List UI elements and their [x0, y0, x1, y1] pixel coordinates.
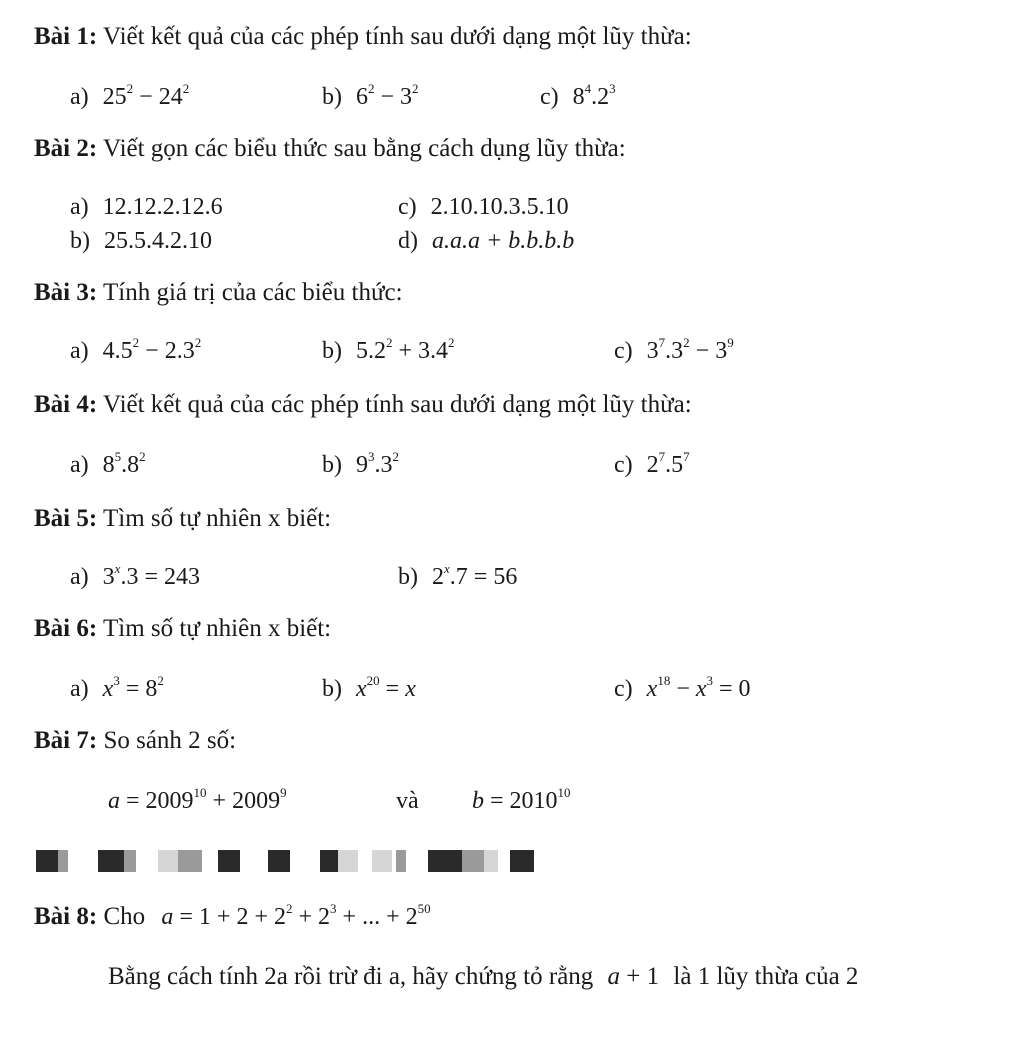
redacted-line — [36, 850, 556, 872]
exercise-text: Tìm số tự nhiên x biết: — [103, 615, 332, 642]
math-expression: $x^{20} = x$ — [356, 673, 416, 702]
exercise-8-heading — [34, 902, 431, 932]
math-expression: $2^7.5^7$ — [646, 449, 690, 478]
exercise-label: Bài 2: — [34, 135, 98, 162]
exercise-text: Viết kết quả của các phép tính sau dưới dạng một lũy thừa: — [103, 391, 692, 418]
exercise-text: Cho — [103, 903, 146, 930]
math-expression: $8^4.2^3$ — [572, 81, 616, 110]
math-expression: $2^x.7 = 56$ — [432, 561, 518, 590]
exercise-3-item-c: c) $3^7.3^2 - 3^9$ — [614, 335, 734, 364]
exercise-label: Bài 6: — [34, 615, 98, 642]
exercise-text: Tìm số tự nhiên x biết: — [103, 505, 332, 532]
exercise-5-item-b: b) $2^x.7 = 56$ — [398, 561, 518, 590]
exercise-text: Viết gọn các biểu thức sau bằng cách dụng lũy thừa: — [103, 135, 626, 162]
math-expression: $4.5^2 - 2.3^2$ — [102, 335, 202, 364]
exercise-text: Viết kết quả của các phép tính sau dưới dạng một lũy thừa: — [103, 23, 692, 50]
math-expression: 25.5.4.2.10 — [104, 228, 212, 254]
exercise-6-item-b: b) $x^{20} = x$ — [322, 673, 416, 702]
math-expression: $25^2 - 24^2$ — [102, 81, 190, 110]
exercise-2-item-a: a) 12.12.2.12.6 — [70, 194, 223, 220]
math-expression: 2.10.10.3.5.10 — [430, 194, 569, 220]
math-expression: 12.12.2.12.6 — [102, 194, 223, 220]
math-expression: a + 1 — [607, 963, 660, 990]
exercise-7-expression-b: $b = 2010^{10}$ — [472, 785, 571, 814]
exercise-1-item-a: a) $25^2 - 24^2$ — [70, 81, 190, 110]
math-expression: $8^5.8^2$ — [102, 449, 146, 478]
exercise-4-item-b: b) $9^3.3^2$ — [322, 449, 399, 478]
math-expression: $9^3.3^2$ — [356, 449, 399, 478]
exercise-7-and: và — [396, 788, 419, 814]
exercise-label: Bài 5: — [34, 505, 98, 532]
exercise-4-heading — [34, 390, 692, 420]
instruction-text: Bằng cách tính 2a rồi trừ đi a, hãy chứng tỏ rằng — [108, 963, 594, 990]
exercise-5-item-a: a) $3^x.3 = 243$ — [70, 561, 200, 590]
exercise-2-item-b: b) 25.5.4.2.10 — [70, 228, 212, 254]
exercise-3-item-b: b) $5.2^2 + 3.4^2$ — [322, 335, 455, 364]
math-expression: $5.2^2 + 3.4^2$ — [356, 335, 455, 364]
exercise-label: Bài 8: — [34, 903, 98, 930]
exercise-2-item-c: c) 2.10.10.3.5.10 — [398, 194, 569, 220]
exercise-8-instruction — [108, 962, 858, 992]
exercise-1-item-b: b) $6^2 - 3^2$ — [322, 81, 419, 110]
exercise-6-heading — [34, 614, 331, 644]
exercise-4-item-a: a) $8^5.8^2$ — [70, 449, 146, 478]
exercise-text: So sánh 2 số: — [103, 727, 237, 754]
exercise-label: Bài 4: — [34, 391, 98, 418]
exercise-3-heading — [34, 278, 403, 308]
math-expression: $x^{18} - x^3 = 0$ — [646, 673, 751, 702]
exercise-4-item-c: c) $2^7.5^7$ — [614, 449, 690, 478]
exercise-2-heading — [34, 134, 626, 164]
exercise-5-heading — [34, 504, 331, 534]
math-expression: a.a.a + b.b.b.b — [432, 228, 575, 254]
exercise-label: Bài 7: — [34, 727, 98, 754]
exercise-3-item-a: a) $4.5^2 - 2.3^2$ — [70, 335, 202, 364]
exercise-1-item-c: c) $8^4.2^3$ — [540, 81, 616, 110]
exercise-1-heading — [34, 22, 692, 52]
instruction-text: là 1 lũy thừa của 2 — [673, 963, 859, 990]
exercise-6-item-a: a) $x^3 = 8^2$ — [70, 673, 164, 702]
math-expression: $3^7.3^2 - 3^9$ — [646, 335, 734, 364]
exercise-label: Bài 3: — [34, 279, 98, 306]
math-expression: $a = 1 + 2 + 2^2 + 2^3$ + ... + $2^{50}$ — [161, 901, 431, 930]
exercise-7-heading — [34, 726, 236, 756]
math-expression: $3^x.3 = 243$ — [102, 561, 200, 590]
exercise-text: Tính giá trị của các biểu thức: — [103, 279, 403, 306]
math-expression: $x^3 = 8^2$ — [102, 673, 164, 702]
exercise-2-item-d: d) a.a.a + b.b.b.b — [398, 228, 575, 254]
exercise-label: Bài 1: — [34, 23, 98, 50]
exercise-7-expression-a: $a = 2009^{10} + 2009^9$ — [108, 785, 287, 814]
math-expression: $6^2 - 3^2$ — [356, 81, 419, 110]
exercise-6-item-c: c) $x^{18} - x^3 = 0$ — [614, 673, 751, 702]
